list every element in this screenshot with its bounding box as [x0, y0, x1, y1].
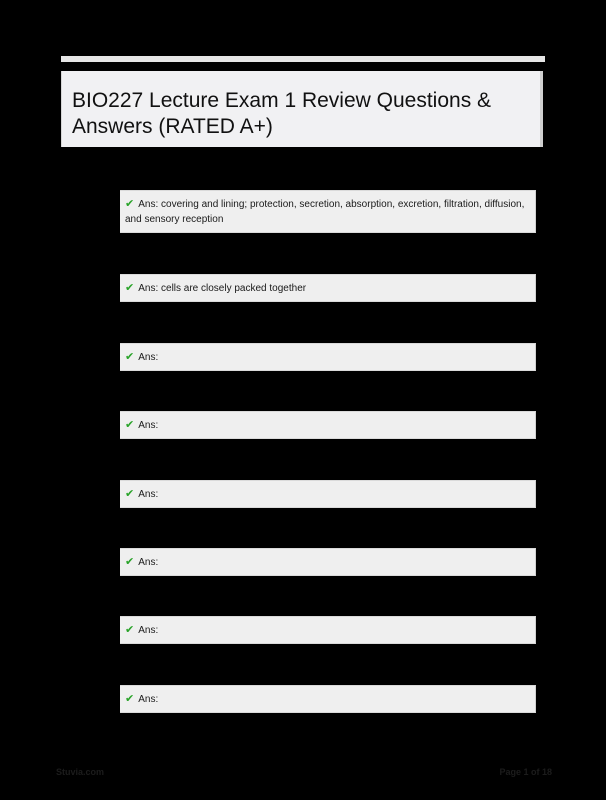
- answer-text: Ans:: [138, 489, 159, 500]
- answer-text: Ans:: [138, 352, 159, 363]
- check-mark-icon: ✔: [125, 623, 135, 636]
- answer-text: Ans:: [138, 557, 159, 568]
- answer-box: [120, 274, 536, 302]
- document-title: BIO227 Lecture Exam 1 Review Questions & Answers (RATED A+): [72, 89, 492, 138]
- header-rule: [61, 56, 545, 62]
- check-mark-icon: ✔: [125, 487, 135, 500]
- answer-box: [120, 616, 536, 644]
- answer-text: Ans:: [138, 625, 159, 636]
- check-mark-icon: ✔: [125, 555, 135, 568]
- footer-page-number: Page 1 of 18: [499, 767, 552, 777]
- answer-text: Ans: cells are closely packed together: [138, 283, 307, 294]
- answer-box: [120, 411, 536, 439]
- check-mark-icon: ✔: [125, 197, 135, 210]
- check-mark-icon: ✔: [125, 350, 135, 363]
- answer-box: [120, 343, 536, 371]
- title-box: [61, 71, 543, 147]
- answer-text: Ans:: [138, 694, 159, 705]
- answer-box: [120, 685, 536, 713]
- answer-box: [120, 548, 536, 576]
- footer-source: Stuvia.com: [56, 767, 105, 777]
- answer-text: Ans:: [138, 420, 159, 431]
- answer-box: [120, 190, 536, 233]
- check-mark-icon: ✔: [125, 418, 135, 431]
- answer-text: Ans: covering and lining; protection, secretion, absorption, excretion, filtration, diffusion, and sensory reception: [125, 199, 525, 225]
- answer-box: [120, 480, 536, 508]
- check-mark-icon: ✔: [125, 281, 135, 294]
- check-mark-icon: ✔: [125, 692, 135, 705]
